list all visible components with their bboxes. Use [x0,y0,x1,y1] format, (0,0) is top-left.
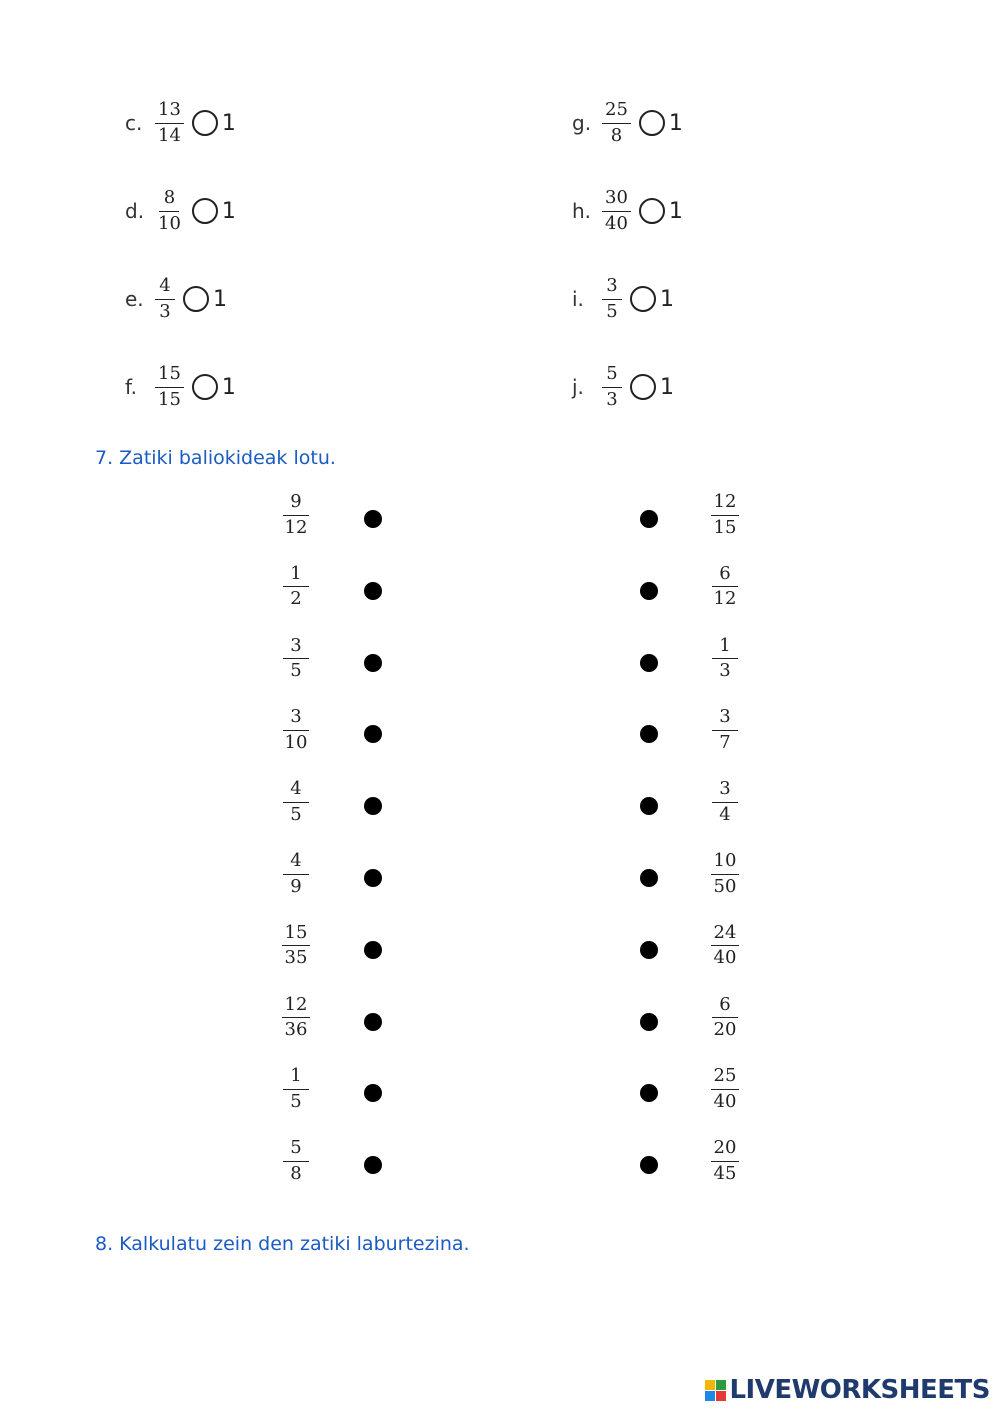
fraction-denominator: 9 [290,875,302,897]
comparison-sign-blank[interactable] [192,110,218,136]
fraction [155,364,184,410]
left-fraction [266,564,326,610]
fraction [155,100,184,146]
compare-value: 1 [213,286,227,312]
left-match-dot[interactable] [364,510,382,528]
right-match-dot[interactable] [640,869,658,887]
fraction-denominator: 50 [713,875,737,897]
fraction [711,995,740,1041]
comparison-sign-blank[interactable] [639,110,665,136]
item-letter: h. [572,199,592,223]
logo-icon [705,1380,726,1401]
fraction-denominator: 8 [610,124,623,146]
left-match-dot[interactable] [364,1084,382,1102]
fraction-denominator: 5 [290,660,302,682]
item-letter: d. [125,199,145,223]
left-fraction [266,923,326,969]
fraction-denominator: 20 [713,1019,737,1041]
left-match-dot[interactable] [364,797,382,815]
section-8-heading: 8. Kalkulatu zein den zatiki laburtezina. [95,1233,470,1255]
right-match-dot[interactable] [640,1084,658,1102]
comparison-item [125,269,227,329]
fraction-denominator: 5 [606,300,618,322]
fraction-numerator: 3 [602,276,622,300]
fraction-numerator: 15 [282,923,311,947]
fraction-numerator: 20 [711,1138,740,1162]
fraction-numerator: 5 [602,364,622,388]
comparison-item [572,181,683,241]
fraction [282,707,311,753]
fraction [283,564,309,610]
fraction [602,364,622,410]
fraction-denominator: 10 [284,732,308,754]
comparison-item [572,269,674,329]
comparison-sign-blank[interactable] [639,198,665,224]
fraction [602,276,622,322]
fraction-numerator: 3 [712,707,738,731]
fraction [602,188,631,234]
fraction-denominator: 4 [719,803,731,825]
comparison-sign-blank[interactable] [630,286,656,312]
fraction-numerator: 12 [711,492,740,516]
fraction [155,188,184,234]
left-match-dot[interactable] [364,1156,382,1174]
liveworksheets-logo [705,1375,990,1405]
fraction-numerator: 4 [155,276,175,300]
left-match-dot[interactable] [364,941,382,959]
comparison-item [125,357,236,417]
item-letter: e. [125,287,144,311]
fraction-denominator: 5 [290,803,302,825]
right-match-dot[interactable] [640,582,658,600]
right-fraction [695,1066,755,1112]
fraction-numerator: 3 [283,707,309,731]
compare-value: 1 [668,110,683,136]
fraction-numerator: 1 [283,1066,309,1090]
fraction [711,923,740,969]
fraction-numerator: 9 [283,492,309,516]
left-fraction [266,995,326,1041]
fraction [711,492,740,538]
fraction [282,492,311,538]
left-match-dot[interactable] [364,725,382,743]
fraction-numerator: 1 [712,636,738,660]
fraction-denominator: 40 [605,212,628,234]
fraction-numerator: 6 [712,995,738,1019]
fraction-numerator: 12 [282,995,311,1019]
fraction-denominator: 40 [713,1091,737,1113]
left-fraction [266,851,326,897]
right-match-dot[interactable] [640,510,658,528]
fraction-denominator: 35 [284,947,308,969]
fraction-numerator: 13 [155,100,184,124]
comparison-sign-blank[interactable] [630,374,656,400]
fraction-numerator: 1 [283,564,309,588]
compare-value: 1 [660,286,674,312]
right-fraction [695,923,755,969]
fraction-numerator: 4 [283,779,309,803]
compare-value: 1 [660,374,674,400]
right-fraction [695,995,755,1041]
fraction-denominator: 12 [284,516,308,538]
fraction-denominator: 14 [158,124,181,146]
item-letter: j. [572,375,584,399]
fraction [282,995,311,1041]
fraction [712,779,738,825]
fraction [283,851,309,897]
right-fraction [695,851,755,897]
fraction-numerator: 3 [712,779,738,803]
fraction-denominator: 3 [719,660,731,682]
fraction-numerator: 4 [283,851,309,875]
fraction-denominator: 12 [713,588,737,610]
fraction-numerator: 25 [711,1066,740,1090]
fraction [283,636,309,682]
compare-value: 1 [221,110,236,136]
fraction-numerator: 8 [159,188,179,212]
fraction-numerator: 30 [602,188,631,212]
item-letter: f. [125,375,137,399]
right-fraction [695,779,755,825]
left-fraction [266,1066,326,1112]
item-letter: g. [572,111,592,135]
fraction-numerator: 5 [283,1138,309,1162]
fraction-numerator: 3 [283,636,309,660]
right-fraction [695,492,755,538]
fraction-denominator: 5 [290,1091,302,1113]
compare-value: 1 [668,198,683,224]
right-match-dot[interactable] [640,725,658,743]
left-fraction [266,707,326,753]
fraction-numerator: 6 [712,564,738,588]
right-match-dot[interactable] [640,1156,658,1174]
right-match-dot[interactable] [640,1013,658,1031]
fraction [712,636,738,682]
left-match-dot[interactable] [364,654,382,672]
left-fraction [266,492,326,538]
item-letter: c. [125,111,143,135]
fraction [283,1066,309,1112]
right-match-dot[interactable] [640,797,658,815]
fraction [711,564,740,610]
left-match-dot[interactable] [364,582,382,600]
right-match-dot[interactable] [640,941,658,959]
comparison-sign-blank[interactable] [192,198,218,224]
right-match-dot[interactable] [640,654,658,672]
fraction [283,1138,309,1184]
comparison-item [125,181,236,241]
comparison-item [572,357,674,417]
comparison-item [572,93,683,153]
fraction-numerator: 25 [602,100,631,124]
fraction-denominator: 40 [713,947,737,969]
fraction-numerator: 24 [711,923,740,947]
compare-value: 1 [221,374,236,400]
brand-name: LIVEWORKSHEETS [729,1375,990,1405]
fraction [711,1138,740,1184]
left-fraction [266,779,326,825]
fraction-denominator: 2 [290,588,302,610]
fraction-denominator: 7 [719,732,731,754]
fraction [711,851,740,897]
fraction-denominator: 3 [606,388,618,410]
item-letter: i. [572,287,584,311]
comparison-sign-blank[interactable] [192,374,218,400]
fraction [155,276,175,322]
left-fraction [266,636,326,682]
fraction-denominator: 15 [713,516,737,538]
fraction [282,923,311,969]
comparison-item [125,93,236,153]
fraction [602,100,631,146]
fraction-denominator: 10 [158,212,181,234]
fraction-numerator: 10 [711,851,740,875]
left-match-dot[interactable] [364,1013,382,1031]
left-fraction [266,1138,326,1184]
fraction-denominator: 45 [713,1162,737,1184]
right-fraction [695,1138,755,1184]
fraction [711,1066,740,1112]
fraction-denominator: 8 [290,1162,302,1184]
section-7-heading: 7. Zatiki baliokideak lotu. [95,447,336,469]
fraction [283,779,309,825]
right-fraction [695,564,755,610]
fraction [712,707,738,753]
fraction-numerator: 15 [155,364,184,388]
right-fraction [695,707,755,753]
compare-value: 1 [221,198,236,224]
fraction-denominator: 36 [284,1019,308,1041]
fraction-denominator: 15 [158,388,181,410]
right-fraction [695,636,755,682]
comparison-sign-blank[interactable] [183,286,209,312]
left-match-dot[interactable] [364,869,382,887]
fraction-denominator: 3 [159,300,171,322]
